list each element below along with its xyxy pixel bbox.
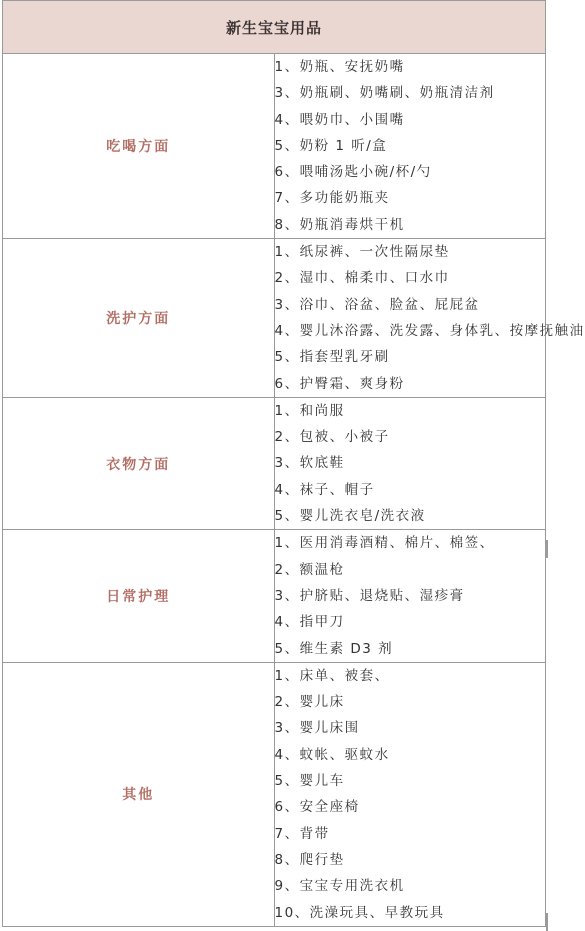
list-item: 1、纸尿裤、一次性隔尿垫 (274, 244, 450, 261)
list-item: 1、和尚服 (274, 402, 345, 419)
category-label: 其他 (3, 662, 275, 926)
right-edge-mark (546, 540, 548, 558)
list-item: 6、安全座椅 (274, 799, 360, 816)
items-cell (274, 530, 546, 662)
list-item: 8、奶瓶消毒烘干机 (274, 216, 405, 233)
baby-supplies-table (2, 0, 585, 927)
list-item: 4、蚊帐、驱蚊水 (274, 746, 390, 763)
section-row (3, 662, 546, 926)
section-row (3, 397, 546, 529)
list-item: 2、婴儿床 (274, 694, 345, 711)
category-label: 衣物方面 (3, 397, 275, 529)
list-item: 5、婴儿车 (274, 773, 345, 790)
list-item: 5、婴儿洗衣皂/洗衣液 (274, 508, 426, 525)
list-item: 1、医用消毒酒精、棉片、棉签、 (274, 535, 495, 552)
list-item: 7、多功能奶瓶夹 (274, 190, 390, 207)
list-item: 1、床单、被套、 (274, 667, 390, 684)
items-cell (274, 54, 546, 239)
section-row (3, 54, 546, 239)
title-row (3, 1, 546, 54)
list-item: 9、宝宝专用洗衣机 (274, 878, 405, 895)
category-label: 洗护方面 (3, 239, 275, 398)
list-item: 3、浴巾、浴盆、脸盆、屁屁盆 (274, 296, 480, 313)
list-item: 3、护脐贴、退烧贴、湿疹膏 (274, 587, 465, 604)
list-item: 3、婴儿床围 (274, 720, 360, 737)
list-item: 2、额温枪 (274, 561, 345, 578)
list-item: 8、爬行垫 (274, 851, 345, 868)
list-item: 5、指套型乳牙刷 (274, 349, 390, 366)
section-row (3, 239, 546, 398)
list-item: 3、软底鞋 (274, 455, 345, 472)
section-row (3, 530, 546, 662)
list-item: 4、袜子、帽子 (274, 481, 375, 498)
list-item: 4、喂奶巾、小围嘴 (274, 111, 405, 128)
list-item: 7、背带 (274, 825, 330, 842)
list-item: 10、洗澡玩具、早教玩具 (274, 904, 445, 921)
items-cell (274, 662, 546, 926)
table-body (3, 54, 585, 927)
items-cell (274, 239, 585, 398)
list-item: 3、奶瓶刷、奶嘴刷、奶瓶清洁剂 (274, 85, 495, 102)
list-item: 1、奶瓶、安抚奶嘴 (274, 59, 405, 75)
category-label: 日常护理 (3, 530, 275, 662)
list-item: 2、包被、小被子 (274, 429, 390, 446)
table-title: 新生宝宝用品 (3, 1, 546, 54)
list-item: 4、婴儿沐浴露、洗发露、身体乳、按摩抚触油 (274, 322, 585, 339)
list-item: 2、湿巾、棉柔巾、口水巾 (274, 270, 450, 287)
items-cell (274, 397, 546, 529)
list-item: 6、护臀霜、爽身粉 (274, 375, 405, 392)
right-edge-mark (546, 913, 548, 931)
list-item: 5、奶粉 1 听/盒 (274, 137, 388, 154)
list-item: 4、指甲刀 (274, 614, 345, 631)
list-item: 5、维生素 D3 剂 (274, 640, 394, 657)
list-item: 6、喂哺汤匙小碗/杯/勺 (274, 164, 432, 181)
category-label: 吃喝方面 (3, 54, 275, 239)
